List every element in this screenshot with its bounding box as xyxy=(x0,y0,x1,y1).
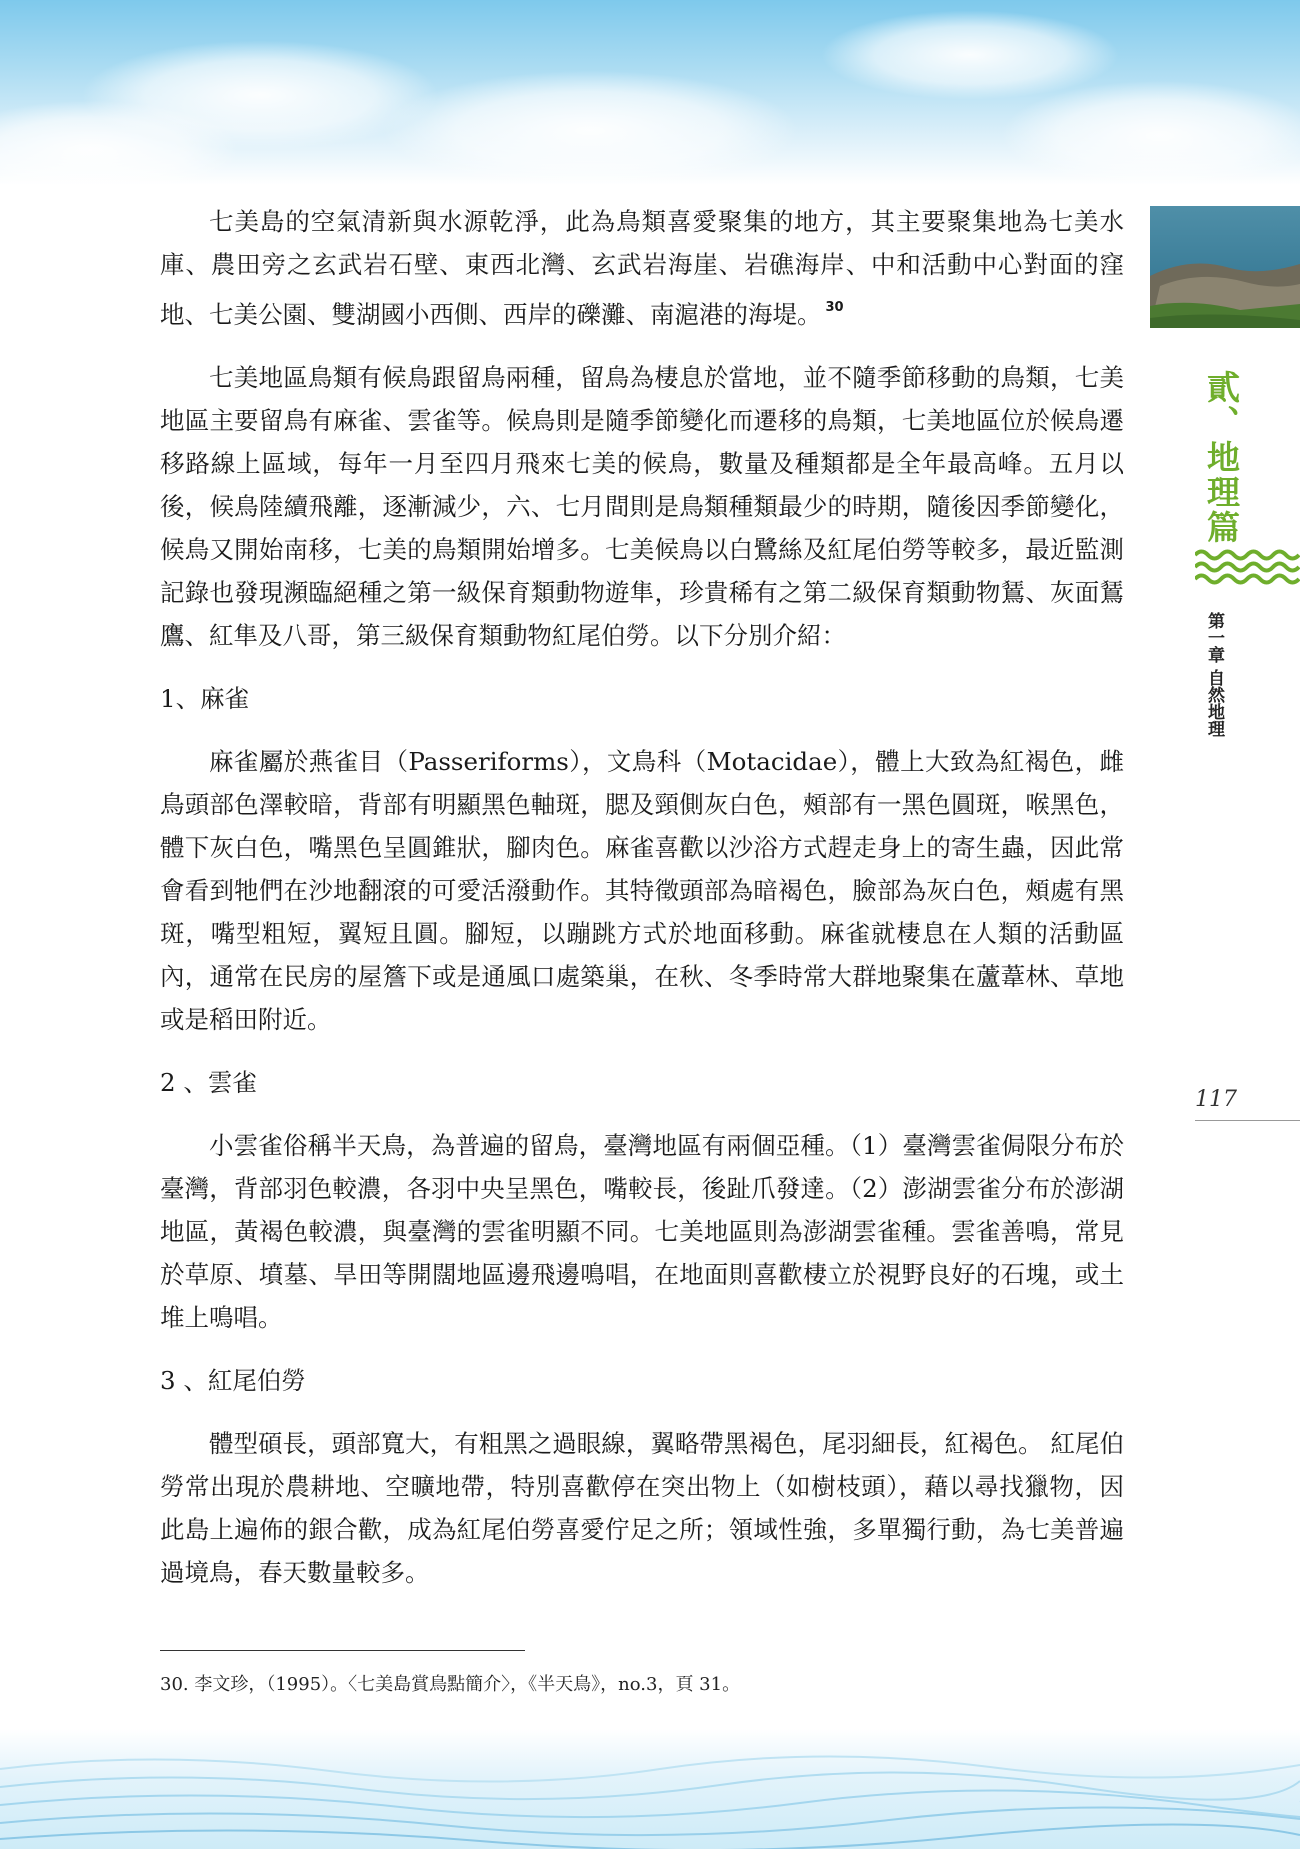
paragraph-bird-habitats xyxy=(160,200,1124,336)
sky-header-banner xyxy=(0,0,1300,185)
footnote: 30. 李文珍，（1995）。〈七美島賞鳥點簡介〉，《半天鳥》，no.3，頁 31。 xyxy=(160,1674,741,1695)
green-wave-ornament xyxy=(1195,547,1300,589)
chapter-title: 第一章 自然地理 xyxy=(1204,612,1224,737)
section-heading-shrike: 3 、紅尾伯勞 xyxy=(160,1366,306,1395)
paragraph-bird-types: 七美地區鳥類有候鳥跟留鳥兩種，留鳥為棲息於當地，並不隨季節移動的鳥類，七美地區主要留鳥有麻雀、雲雀等。候鳥則是隨季節變化而遷移的鳥類，七美地區位於候鳥遷移路線上區域，每年一月至四月飛來七美的候鳥，數量及種類都是全年最高峰。五月以後，候鳥陸續飛離，逐漸減少，六、七月間則是鳥類種類最少的時期，隨後因季節變化，候鳥又開始南移，七美的鳥類開始增多。七美候鳥以白鷺絲及紅尾伯勞等較多，最近監測記錄也發現瀕臨絕種之第一級保育類動物遊隼，珍貴稀有之第二級保育類動物鵟、灰面鵟鷹、紅隼及八哥，第三級保育類動物紅尾伯勞。以下分別介紹： xyxy=(160,363,1124,650)
page-number: 117 xyxy=(1195,1087,1237,1112)
paragraph-shrike: 體型碩長，頭部寬大，有粗黑之過眼線，翼略帶黑褐色，尾羽細長，紅褐色。 紅尾伯勞常出現於農耕地、空曠地帶，特別喜歡停在突出物上（如樹枝頭），藉以尋找獵物，因此島上遍佈的銀合歡，成為紅尾伯勞喜愛佇足之所；領域性強，多單獨行動，為七美普遍過境鳥，春天數量較多。 xyxy=(160,1429,1124,1587)
article-body xyxy=(160,200,1124,1594)
section-heading-skylark: 2 、雲雀 xyxy=(160,1068,257,1097)
footnote-ref[interactable]: 30 xyxy=(825,300,844,315)
part-title: 貳、地理篇 xyxy=(1202,370,1241,545)
paragraph-sparrow: 麻雀屬於燕雀目（Passeriforms），文鳥科（Motacidae），體上大致為紅褐色，雌鳥頭部色澤較暗，背部有明顯黑色軸斑，腮及頸側灰白色，頰部有一黑色圓斑，喉黑色，體下灰白色，嘴黑色呈圓錐狀，腳肉色。麻雀喜歡以沙浴方式趕走身上的寄生蟲，因此常會看到牠們在沙地翻滾的可愛活潑動作。其特徵頭部為暗褐色，臉部為灰白色，頰處有黑斑，嘴型粗短，翼短且圓。腳短，以蹦跳方式於地面移動。麻雀就棲息在人類的活動區內，通常在民房的屋簷下或是通風口處築巢，在秋、冬季時常大群地聚集在蘆葦林、草地或是稻田附近。 xyxy=(160,747,1124,1034)
wave-footer-decoration xyxy=(0,1729,1300,1849)
section-heading-sparrow: 1、麻雀 xyxy=(160,684,250,713)
page-number-rule xyxy=(1195,1120,1300,1121)
coastal-rock-photo xyxy=(1150,206,1300,328)
paragraph-text: 七美島的空氣清新與水源乾淨，此為鳥類喜愛聚集的地方，其主要聚集地為七美水庫、農田旁之玄武岩石壁、東西北灣、玄武岩海崖、岩礁海岸、中和活動中心對面的窪地、七美公園、雙湖國小西側、西岸的礫灘、南滬港的海堤。 xyxy=(160,207,1124,329)
footnote-divider xyxy=(160,1650,525,1651)
paragraph-skylark: 小雲雀俗稱半天鳥，為普遍的留鳥，臺灣地區有兩個亞種。（1）臺灣雲雀侷限分布於臺灣，背部羽色較濃，各羽中央呈黑色，嘴較長，後趾爪發達。（2）澎湖雲雀分布於澎湖地區，黃褐色較濃，與臺灣的雲雀明顯不同。七美地區則為澎湖雲雀種。雲雀善鳴，常見於草原、墳墓、旱田等開闊地區邊飛邊鳴唱，在地面則喜歡棲立於視野良好的石塊，或土堆上鳴唱。 xyxy=(160,1131,1124,1332)
